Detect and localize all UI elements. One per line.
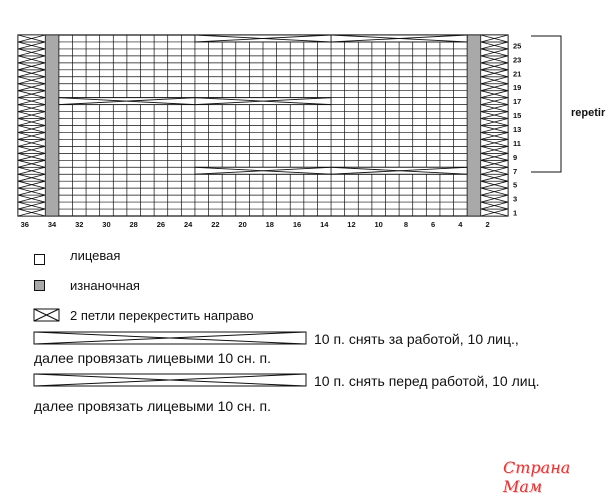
row-axis-label: 1 [513, 208, 518, 218]
purl-column [45, 35, 59, 216]
legend-cable-back-symbol [34, 332, 306, 344]
bottom-axis-label: 16 [292, 220, 302, 229]
bottom-axis-label: 34 [47, 220, 57, 229]
bottom-axis-label: 10 [374, 220, 383, 229]
bottom-axis-label: 2 [485, 220, 490, 229]
legend-cable-back-line2: далее провязать лицевыми 10 сн. п. [34, 350, 272, 366]
row-axis [513, 41, 521, 217]
row-axis-label: 17 [513, 97, 522, 107]
watermark-logo: Страна Мам [503, 458, 571, 496]
repeat-label: repetir [571, 107, 606, 119]
bottom-axis-label: 32 [75, 220, 84, 229]
bottom-axis-label: 20 [238, 220, 247, 229]
bottom-axis-label: 28 [129, 220, 138, 229]
legend-purl-text: изнаночная [70, 278, 140, 293]
purl-column [467, 35, 481, 216]
bottom-axis-label: 14 [320, 220, 329, 229]
row-axis-label: 13 [513, 124, 522, 134]
row-axis-label: 25 [513, 41, 522, 51]
row-axis-label: 15 [513, 111, 522, 121]
legend-cross-symbol [34, 309, 59, 321]
legend-cable-front-symbol [34, 374, 306, 386]
bottom-axis-label: 4 [458, 220, 463, 229]
legend-cable-front-line1: 10 п. снять перед работой, 10 лиц. [314, 373, 540, 389]
repeat-bracket [531, 36, 561, 172]
legend-knit-text: лицевая [70, 248, 121, 263]
bottom-axis-label: 24 [183, 220, 193, 229]
row-axis-label: 7 [513, 166, 518, 176]
bottom-axis-label: 36 [20, 220, 29, 229]
row-axis-label: 3 [513, 194, 518, 204]
bottom-axis-label: 22 [211, 220, 220, 229]
legend-knit-symbol [34, 254, 45, 265]
bottom-axis-label: 6 [431, 220, 436, 229]
row-axis-label: 9 [513, 152, 518, 162]
row-axis-label: 11 [513, 138, 521, 148]
bottom-axis-label: 18 [265, 220, 274, 229]
row-axis-label: 21 [513, 69, 522, 79]
bottom-axis-label: 26 [156, 220, 166, 229]
bottom-axis-label: 12 [347, 220, 356, 229]
row-axis-label: 5 [513, 180, 518, 190]
bottom-axis [21, 220, 490, 229]
legend-cross-text: 2 петли перекрестить направо [70, 308, 254, 323]
bottom-axis-label: 30 [102, 220, 111, 229]
row-axis-label: 23 [513, 55, 522, 65]
legend-cable-back-line1: 10 п. снять за работой, 10 лиц., [314, 331, 519, 347]
bottom-axis-label: 8 [403, 220, 409, 229]
chart-grid [18, 35, 508, 216]
legend-cable-front-line2: далее провязать лицевыми 10 сн. п. [34, 398, 272, 414]
legend-purl-symbol [34, 280, 45, 291]
row-axis-label: 19 [513, 83, 522, 93]
